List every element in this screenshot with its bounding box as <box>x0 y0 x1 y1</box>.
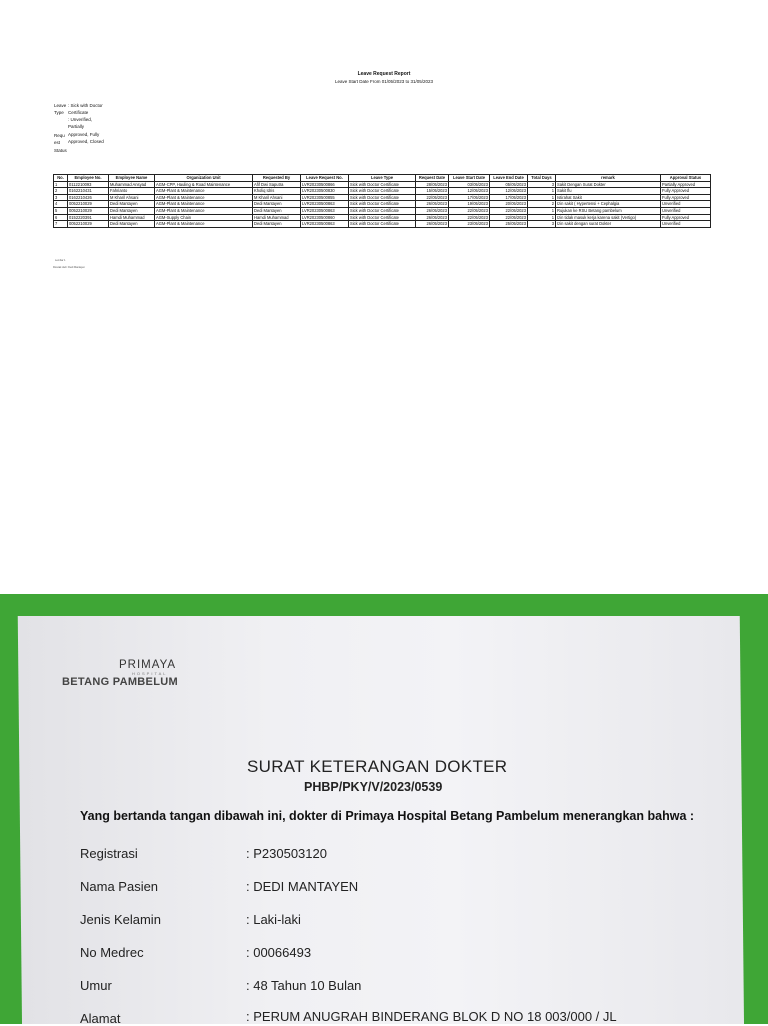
table-cell: LVR20230500863 <box>301 201 349 208</box>
table-cell: Istirahat Sakit <box>556 194 661 201</box>
table-cell: Fully Approved <box>661 214 711 221</box>
table-cell: AGM-Plant & Maintenance <box>155 201 253 208</box>
table-cell: AGM-Plant & Maintenance <box>155 194 253 201</box>
letter-title: SURAT KETERANGAN DOKTER <box>247 757 508 776</box>
field-value-umur: : 48 Tahun 10 Bulan <box>246 978 362 993</box>
table-cell: 1 <box>528 194 556 201</box>
table-cell: Sick with Doctor Certificate <box>349 221 416 228</box>
table-cell: Hamdi Muhammad <box>253 214 301 221</box>
table-cell: 4 <box>54 201 68 208</box>
table-cell: 5 <box>54 207 68 214</box>
table-cell: 7 <box>54 221 68 228</box>
column-header: remark <box>556 175 661 182</box>
table-cell: Unverified <box>661 221 711 228</box>
table-row <box>54 188 711 195</box>
table-cell: Dedi Mantayen <box>253 207 301 214</box>
table-cell: 23/05/2023 <box>449 221 490 228</box>
table-cell: 05/05/2023 <box>490 181 528 188</box>
table-cell: Dedi Mantayen <box>109 201 155 208</box>
legend-status-key: Request Status <box>54 133 67 153</box>
table-cell: M Kharil Ahsani <box>253 194 301 201</box>
table-cell: Partially Approved <box>661 181 711 188</box>
table-body <box>54 181 711 227</box>
table-cell: Sick with Doctor Certificate <box>349 201 416 208</box>
table-cell: LVR20230500855 <box>301 194 349 201</box>
table-cell: Sick with Doctor Certificate <box>349 181 416 188</box>
table-cell: 0052210029 <box>68 221 109 228</box>
table-cell: 28/05/2023 <box>416 181 449 188</box>
table-cell: LVR20230500830 <box>301 188 349 195</box>
table-cell: 26/05/2023 <box>416 221 449 228</box>
table-row <box>54 214 711 221</box>
table-cell: Fully Approved <box>661 188 711 195</box>
table-cell: 3 <box>528 181 556 188</box>
column-header: Request Date <box>416 175 449 182</box>
table-cell: 0052210029 <box>68 201 109 208</box>
table-cell: Sakit Dengan Surat Dokter <box>556 181 661 188</box>
table-cell: 2 <box>528 201 556 208</box>
table-cell: Sakit flu <box>556 188 661 195</box>
table-row <box>54 207 711 214</box>
table-cell: 1 <box>528 188 556 195</box>
field-value-no-medrec: : 00066493 <box>246 945 312 960</box>
table-cell: 15/05/2023 <box>416 188 449 195</box>
table-cell: 12/05/2023 <box>490 188 528 195</box>
table-cell: 26/05/2023 <box>416 201 449 208</box>
field-value-jenis-kelamin: : Laki-laki <box>246 912 301 927</box>
column-header: Employee Name <box>109 175 155 182</box>
field-label-registrasi: Registrasi <box>80 846 138 861</box>
table-cell: AGM-Plant & Maintenance <box>155 188 253 195</box>
field-label-umur: Umur <box>80 978 112 993</box>
table-cell: 17/05/2023 <box>449 194 490 201</box>
column-header: Organization Unit <box>155 175 253 182</box>
table-cell: 3 <box>528 221 556 228</box>
table-cell: 26/05/2023 <box>416 214 449 221</box>
table-cell: Hamdi Muhammad <box>109 214 155 221</box>
column-header: Approval Status <box>661 175 711 182</box>
table-cell: Dedi Mantayen <box>109 221 155 228</box>
field-label-alamat: Alamat <box>80 1011 121 1026</box>
table-cell: 22/05/2023 <box>490 207 528 214</box>
table-cell: 20/05/2023 <box>490 201 528 208</box>
column-header: Leave Request No. <box>301 175 349 182</box>
table-row <box>54 221 711 228</box>
table-cell: 1 <box>528 214 556 221</box>
letter-number: PHBP/PKY/V/2023/0539 <box>304 780 443 794</box>
table-cell: LVR20230500863 <box>301 207 349 214</box>
table-cell: AGM-Supply Chain <box>155 214 253 221</box>
table-cell: 22/05/2023 <box>490 214 528 221</box>
table-cell: LVR20230500863 <box>301 221 349 228</box>
table-cell: 3 <box>54 194 68 201</box>
column-header: No. <box>54 175 68 182</box>
column-header: Employee No. <box>68 175 109 182</box>
table-cell: Dedi Mantayen <box>253 221 301 228</box>
table-cell: 25/05/2023 <box>490 221 528 228</box>
field-value-registrasi: : P230503120 <box>246 846 327 861</box>
table-row <box>54 181 711 188</box>
table-cell: 0112210093 <box>68 181 109 188</box>
table-cell: 22/05/2023 <box>449 214 490 221</box>
column-header: Total Days <box>528 175 556 182</box>
report-footer-printed-by: Dicetak oleh: Dedi Mantayen <box>53 266 85 269</box>
table-cell: Rujukan ke RSU Betang pambelum <box>556 207 661 214</box>
table-cell: AGM-Plant & Maintenance <box>155 221 253 228</box>
table-cell: 0052210029 <box>68 207 109 214</box>
field-label-jenis-kelamin: Jenis Kelamin <box>80 912 161 927</box>
table-cell: 12/05/2023 <box>449 188 490 195</box>
field-label-nama-pasien: Nama Pasien <box>80 879 159 894</box>
table-cell: Dedi Mantayen <box>109 207 155 214</box>
table-cell: Kholiq Idris <box>253 188 301 195</box>
table-cell: Izin sakit dengan surat Dokter <box>556 221 661 228</box>
table-cell: 0152220391 <box>68 214 109 221</box>
table-cell: 19/05/2023 <box>449 201 490 208</box>
column-header: Leave Type <box>349 175 416 182</box>
table-cell: 03/05/2023 <box>449 181 490 188</box>
table-cell: Sick with Doctor Certificate <box>349 207 416 214</box>
column-header: Leave End Date <box>490 175 528 182</box>
table-cell: Izin sakit ( Hypertensi + Cephalgia <box>556 201 661 208</box>
table-cell: Fully Approved <box>661 194 711 201</box>
leave-request-table <box>53 174 711 228</box>
letter-intro: Yang bertanda tangan dibawah ini, dokter di Primaya Hospital Betang Pambelum menerangkan bahwa : <box>80 809 695 823</box>
field-value-nama-pasien: : DEDI MANTAYEN <box>246 879 359 894</box>
legend-leave-type-value: : Sick with Doctor Certificate <box>68 103 103 116</box>
table-cell: Izin tidak masuk kerja karena sakit (Vertigo) <box>556 214 661 221</box>
table-header-row <box>54 175 711 182</box>
table-cell: Afif Dwi Saputra <box>253 181 301 188</box>
table-cell: 17/05/2023 <box>490 194 528 201</box>
field-value-alamat: : PERUM ANUGRAH BINDERANG BLOK D NO 18 003/000 / JL <box>246 1009 617 1024</box>
table-cell: 1 <box>54 181 68 188</box>
table-cell: Unverified <box>661 201 711 208</box>
table-cell: 0162210426 <box>68 194 109 201</box>
table-cell: LVR20230500866 <box>301 181 349 188</box>
column-header: Requested By <box>253 175 301 182</box>
table-cell: M Kharil Ahsani <box>109 194 155 201</box>
hospital-logo-betang-pambelum: BETANG PAMBELUM <box>62 676 178 688</box>
table-cell: 22/05/2023 <box>449 207 490 214</box>
report-footer-page: Lembar 1 <box>55 259 66 262</box>
table-row <box>54 201 711 208</box>
legend-leave-type-key: Leave Type <box>54 103 67 116</box>
table-cell: 2 <box>54 188 68 195</box>
table-cell: Sick with Doctor Certificate <box>349 188 416 195</box>
hospital-logo-primaya: PRIMAYA <box>119 659 177 671</box>
table-cell: 22/05/2023 <box>416 194 449 201</box>
hospital-logo-subtext: HOSPITAL <box>132 671 168 676</box>
field-label-no-medrec: No Medrec <box>80 945 144 960</box>
report-title: Leave Request Report <box>357 71 411 77</box>
table-cell: AGM-CPP, Hauling & Road Maintenance <box>155 181 253 188</box>
table-cell: Unverified <box>661 207 711 214</box>
table-cell: Sick with Doctor Certificate <box>349 194 416 201</box>
table-cell: 1 <box>528 207 556 214</box>
table-cell: Fahrianto <box>109 188 155 195</box>
table-cell: AGM-Plant & Maintenance <box>155 207 253 214</box>
table-cell: Sick with Doctor Certificate <box>349 214 416 221</box>
table-cell: Muhammad Ansyad <box>109 181 155 188</box>
table-cell: 6 <box>54 214 68 221</box>
column-header: Leave Start Date <box>449 175 490 182</box>
table-row <box>54 194 711 201</box>
table-cell: Dedi Mantayen <box>253 201 301 208</box>
table-cell: 0162210431 <box>68 188 109 195</box>
legend-status-value: : Unverified, Partially Approved, Fully Approved, Closed <box>68 117 104 145</box>
report-date-range: Leave Start Date From 01/05/2023 to 31/05/2023 <box>334 79 434 84</box>
table-cell: 26/05/2023 <box>416 207 449 214</box>
table-cell: LVR20230500860 <box>301 214 349 221</box>
